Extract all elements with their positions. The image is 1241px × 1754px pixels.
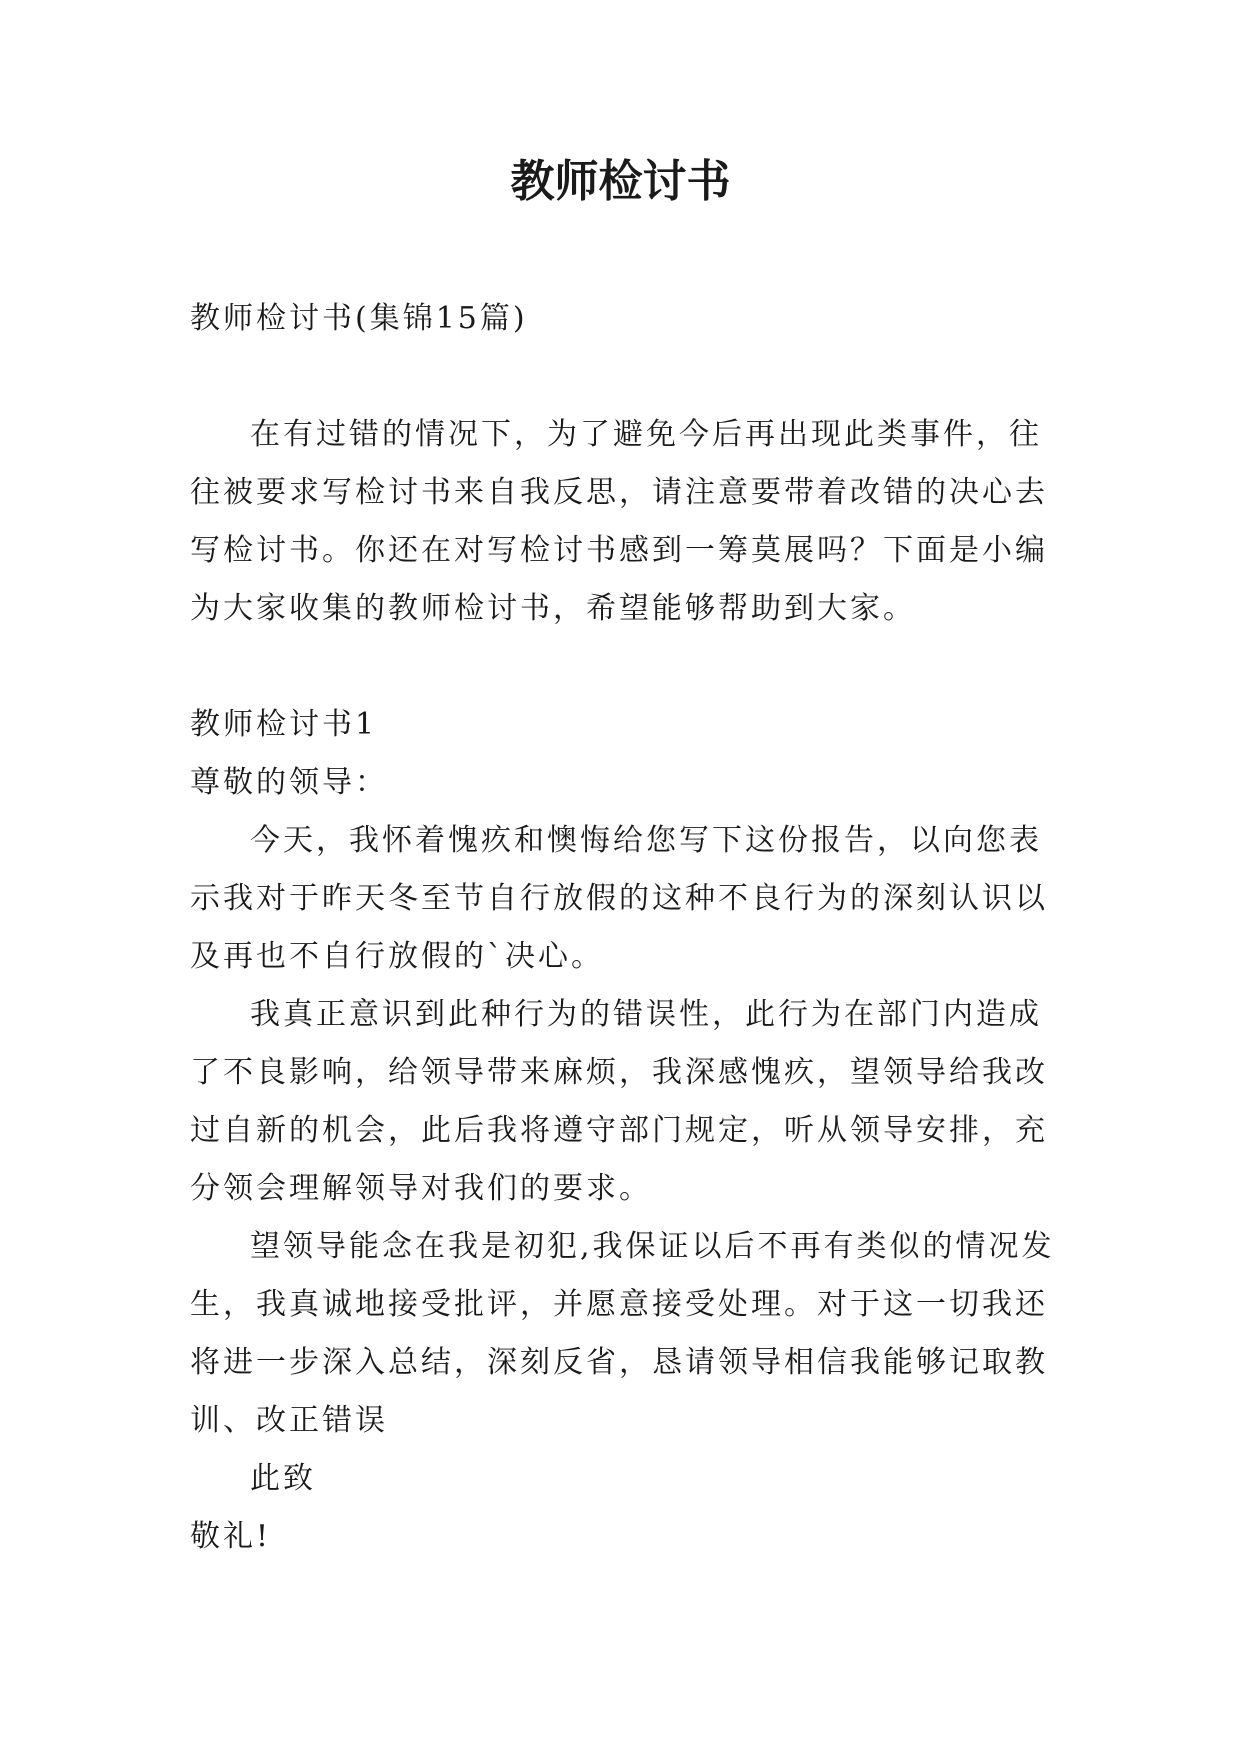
closing-signoff: 敬礼!: [190, 1519, 272, 1554]
salutation: 尊敬的领导：: [190, 765, 388, 800]
body-paragraph: 我真正意识到此种行为的错误性，此行为在部门内造成了不良影响，给领导带来麻烦，我深感愧疚，望领导给我改过自新的机会，此后我将遵守部门规定，听从领导安排，充分领会理解领导对我们的要求。: [190, 997, 1048, 1206]
body-paragraph: 望领导能念在我是初犯,我保证以后不再有类似的情况发生，我真诚地接受批评，并愿意接受处理。对于这一切我还将进一步深入总结，深刻反省，恳请领导相信我能够记取教训、改正错误: [190, 1229, 1055, 1438]
intro-paragraph: 在有过错的情况下，为了避免今后再出现此类事件，往往被要求写检讨书来自我反思，请注意要带着改错的决心去写检讨书。你还在对写检讨书感到一筹莫展吗？下面是小编为大家收集的教师检讨书，希望能够帮助到大家。: [190, 417, 1048, 626]
document-body: [190, 290, 1056, 1566]
closing-line: 此致: [250, 1461, 316, 1496]
document-subtitle: 教师检讨书(集锦15篇): [190, 301, 528, 336]
body-paragraph: 今天，我怀着愧疚和懊悔给您写下这份报告，以向您表示我对于昨天冬至节自行放假的这种不良行为的深刻认识以及再也不自行放假的`决心。: [190, 823, 1048, 974]
section-heading: 教师检讨书1: [190, 707, 378, 742]
document-title: 教师检讨书: [510, 156, 731, 207]
